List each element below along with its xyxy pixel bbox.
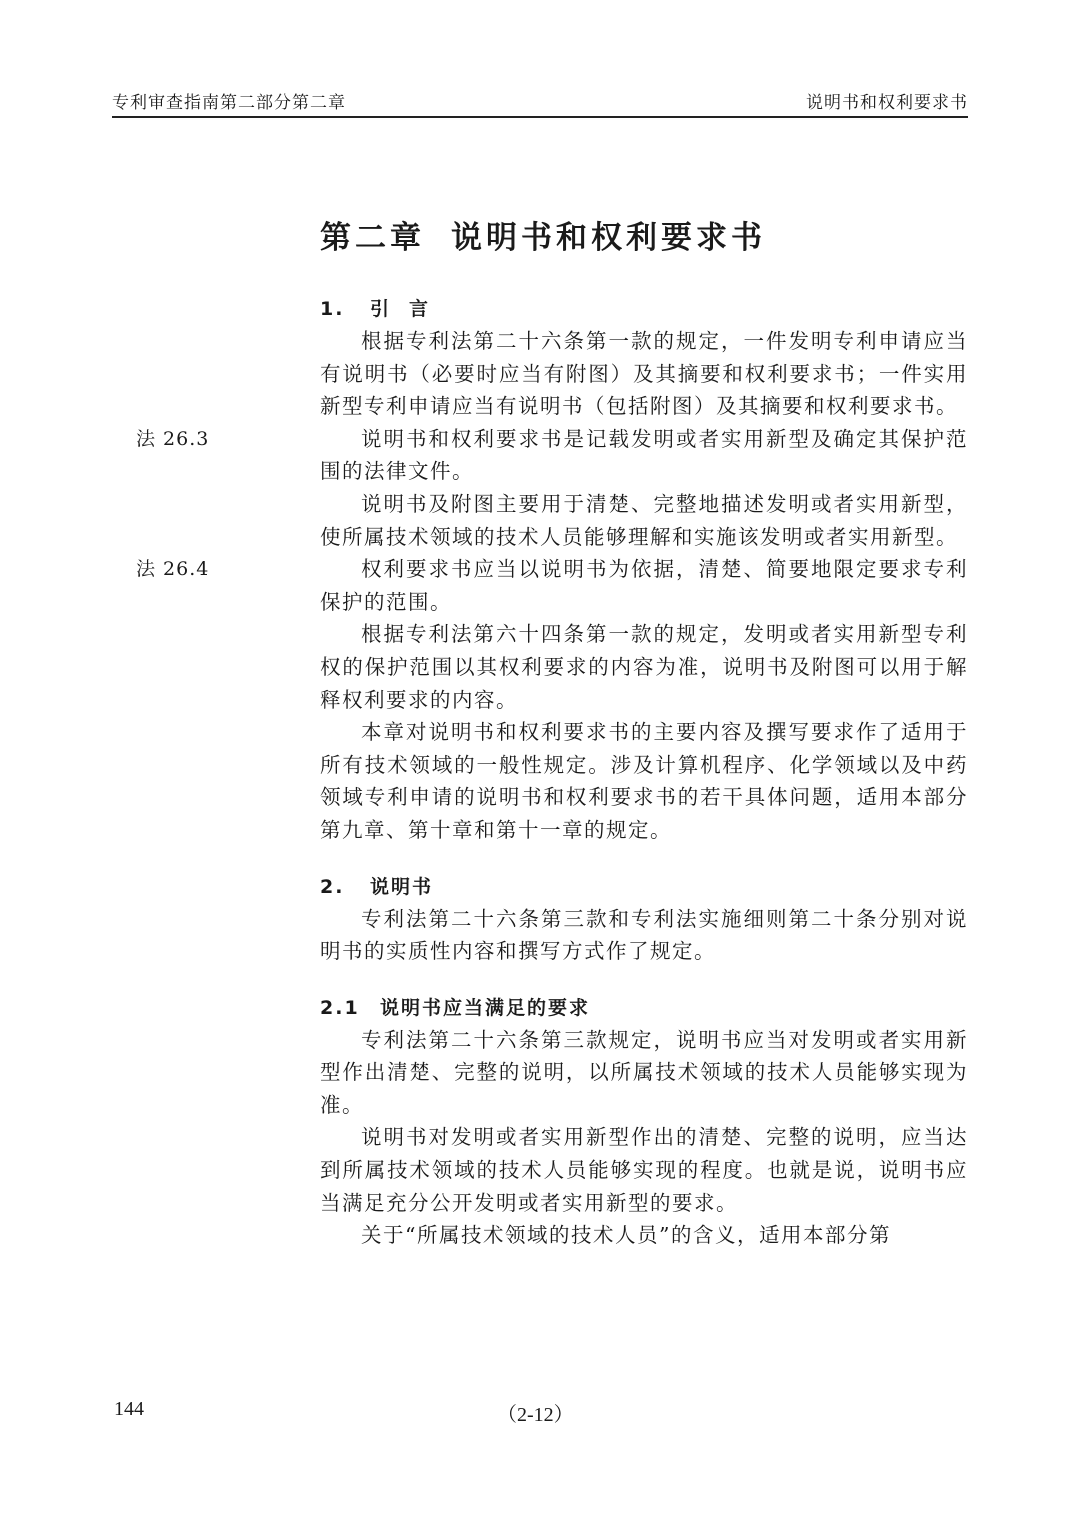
paragraph: 根据专利法第二十六条第一款的规定，一件发明专利申请应当有说明书（必要时应当有附图）及其摘要和权利要求书；一件实用新型专利申请应当有说明书（包括附图）及其摘要和权利要求书。 bbox=[320, 329, 968, 419]
paragraph-text: 说明书和权利要求书是记载发明或者实用新型及确定其保护范围的法律文件。 bbox=[320, 426, 968, 484]
paragraph: 专利法第二十六条第三款规定，说明书应当对发明或者实用新型作出清楚、完整的说明，以所属技术领域的技术人员能够实现为准。 bbox=[320, 1027, 968, 1117]
page-body bbox=[136, 293, 968, 1252]
section-page-number: （2-12） bbox=[497, 1404, 574, 1426]
paragraph: 说明书对发明或者实用新型作出的清楚、完整的说明，应当达到所属技术领域的技术人员能够实现的程度。也就是说，说明书应当满足充分公开发明或者实用新型的要求。 bbox=[320, 1125, 968, 1215]
running-header bbox=[112, 88, 968, 118]
section-1-title: 引言 bbox=[370, 298, 449, 320]
section-2-1-heading bbox=[320, 992, 968, 1024]
paragraph-with-note bbox=[136, 423, 968, 488]
paragraph-text: 权利要求书应当以说明书为依据，清楚、简要地限定要求专利保护的范围。 bbox=[320, 557, 968, 614]
section-1-heading bbox=[320, 293, 968, 325]
chapter-name: 说明书和权利要求书 bbox=[451, 220, 766, 256]
margin-note-law-26-4: 法 26.4 bbox=[136, 558, 210, 581]
section-1-number: 1. bbox=[320, 298, 345, 320]
page-number: 144 bbox=[114, 1398, 144, 1420]
paragraph: 关于“所属技术领域的技术人员”的含义，适用本部分第 bbox=[361, 1223, 891, 1248]
section-2-1-number: 2.1 bbox=[320, 996, 360, 1019]
paragraph: 本章对说明书和权利要求书的主要内容及撰写要求作了适用于所有技术领域的一般性规定。涉及计算机程序、化学领域以及中药领域专利申请的说明书和权利要求书的若干具体问题，适用本部分第九章、第十章和第十一章的规定。 bbox=[320, 720, 968, 842]
section-2-heading bbox=[320, 871, 968, 903]
header-left-text: 专利审查指南第二部分第二章 bbox=[112, 93, 346, 113]
section-2-title: 说明书 bbox=[370, 875, 434, 898]
paragraph: 专利法第二十六条第三款和专利法实施细则第二十条分别对说明书的实质性内容和撰写方式作了规定。 bbox=[320, 906, 968, 964]
chapter-number: 第二章 bbox=[320, 220, 425, 256]
chapter-title bbox=[320, 212, 766, 257]
header-right-text: 说明书和权利要求书 bbox=[806, 93, 968, 113]
paragraph: 根据专利法第六十四条第一款的规定，发明或者实用新型专利权的保护范围以其权利要求的内容为准，说明书及附图可以用于解释权利要求的内容。 bbox=[320, 622, 968, 712]
section-2-number: 2. bbox=[320, 875, 345, 898]
margin-note-law-26-3: 法 26.3 bbox=[136, 427, 210, 450]
paragraph-with-note bbox=[136, 553, 968, 618]
paragraph: 说明书及附图主要用于清楚、完整地描述发明或者实用新型，使所属技术领域的技术人员能够理解和实施该发明或者实用新型。 bbox=[320, 491, 968, 549]
section-2-1-title: 说明书应当满足的要求 bbox=[380, 996, 591, 1019]
